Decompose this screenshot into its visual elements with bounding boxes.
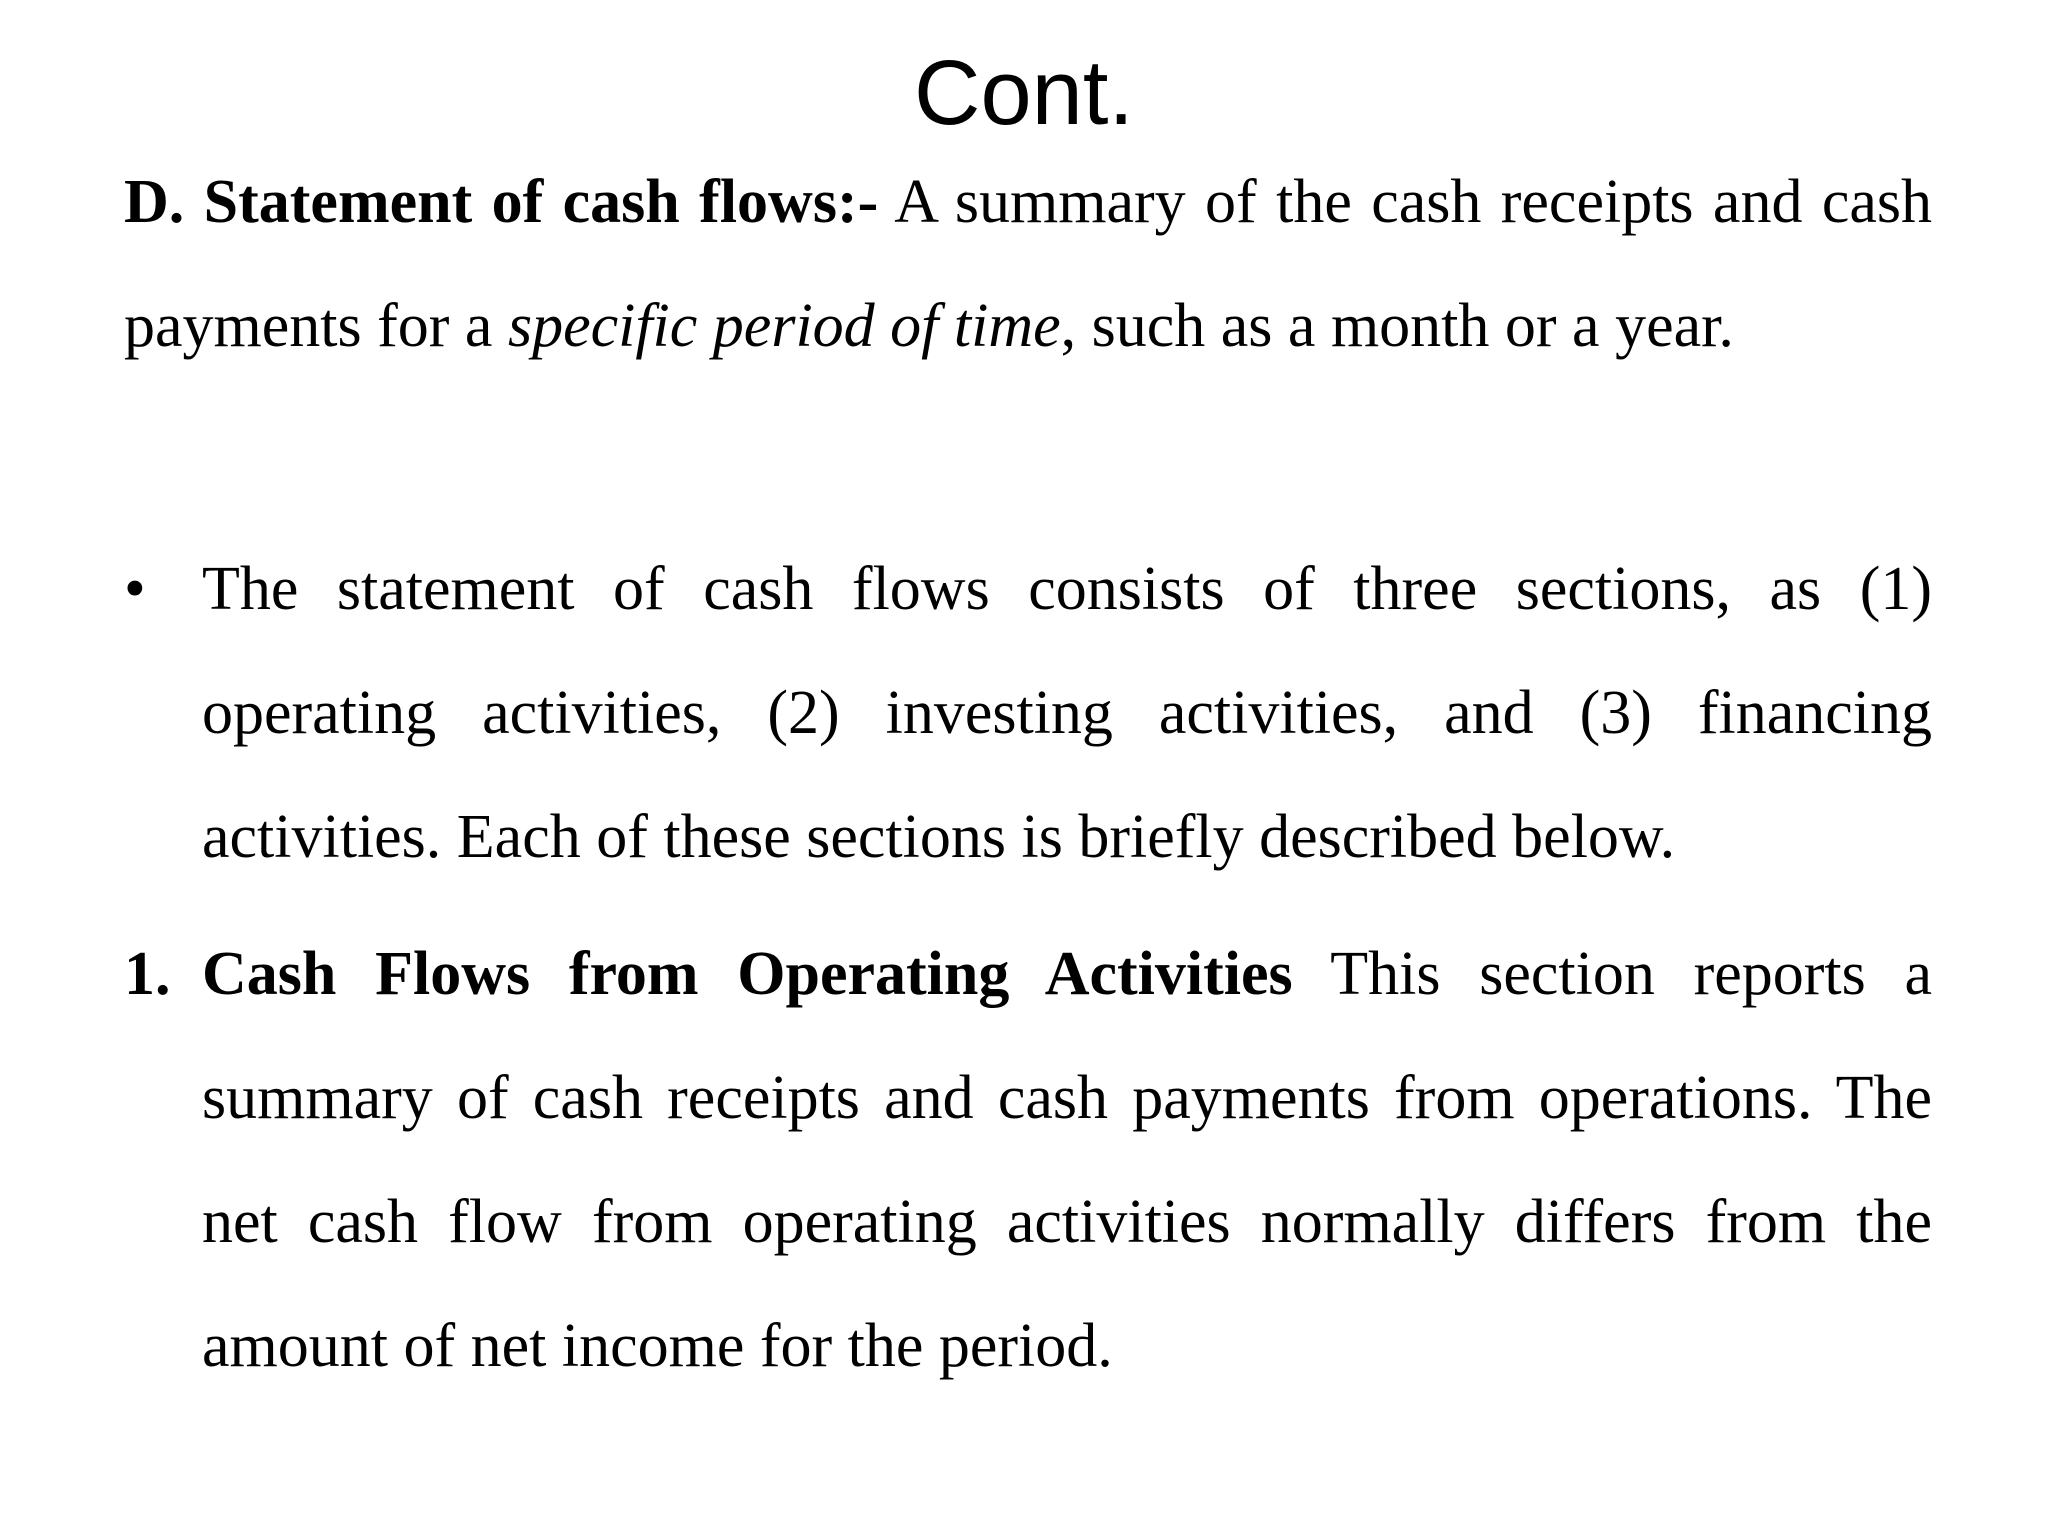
slide-title: Cont. [914, 42, 1134, 144]
bullet-list [124, 527, 1932, 899]
section-d-emphasis: specific period of time [507, 292, 1061, 360]
list-item [124, 912, 1932, 1408]
number-marker: 1. [124, 940, 171, 1008]
numbered-item-text: This section reports a summary of cash receipts and cash payments from operations. The net cash flow from operating activities normally differs from the amount of net income for the period. [202, 940, 1932, 1380]
section-d-text-after: , such as a month or a year. [1060, 292, 1734, 360]
numbered-list [124, 912, 1932, 1408]
section-d-text-before: A summary of the cash receipts and cash payments for a [124, 168, 1932, 360]
section-d-paragraph [124, 140, 1932, 388]
numbered-item-heading: Cash Flows from Operating Activities [202, 940, 1293, 1008]
section-d-heading: D. Statement of cash flows:- [124, 168, 879, 236]
list-item [124, 527, 1932, 899]
bullet-marker: • [124, 555, 146, 623]
bullet-text: The statement of cash flows consists of three sections, as (1) operating activities, (2) investing activities, and (3) financing activities. Each of these sections is briefly described below. [202, 555, 1932, 871]
